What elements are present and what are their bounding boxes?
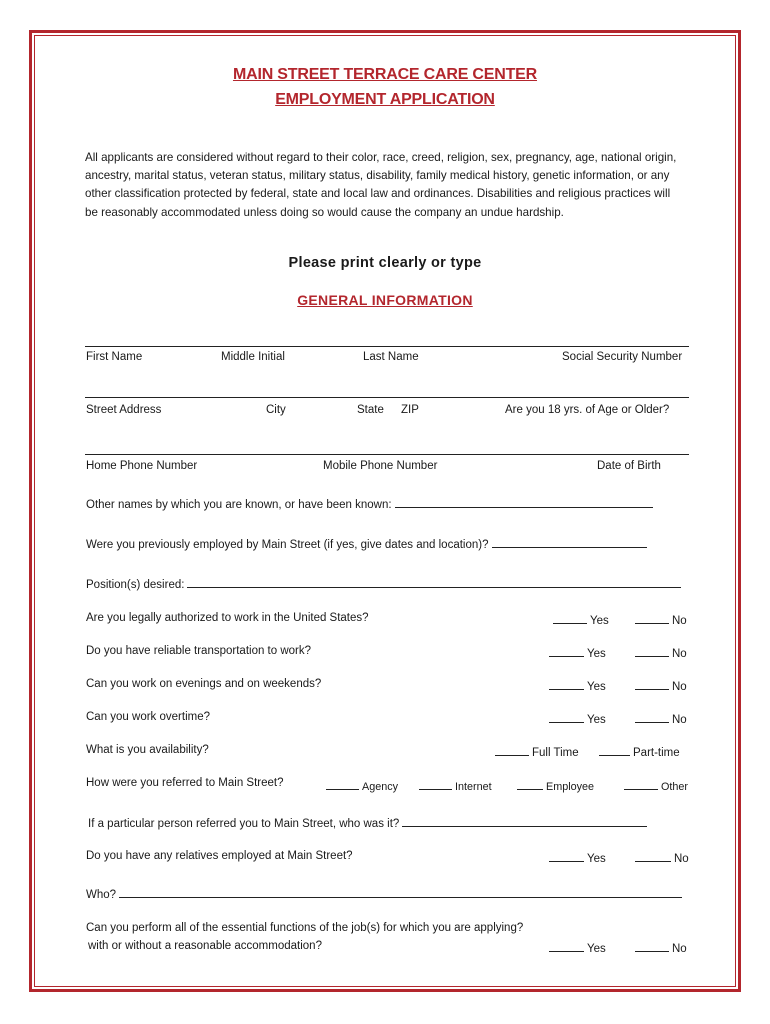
age-question-label: Are you 18 yrs. of Age or Older? bbox=[505, 404, 670, 416]
form-title: EMPLOYMENT APPLICATION bbox=[275, 91, 495, 108]
part-time-blank[interactable] bbox=[599, 744, 630, 756]
yes-blank[interactable] bbox=[549, 940, 584, 952]
internet-blank[interactable] bbox=[419, 778, 452, 790]
eeo-disclaimer: All applicants are considered without regard to their color, race, creed, religion, sex, pregnancy, age, national origin, ancestry, marital status, veteran status, military status, disability, family medical history, genetic information, or any other classification protected by federal, state and local law and ordinances. Disabilities and religious practices will be reasonably accommodated unless doing so would cause the company an undue hardship. bbox=[85, 151, 677, 219]
transportation-question: Do you have reliable transportation to work? bbox=[86, 645, 312, 657]
positions-desired-input[interactable] bbox=[187, 576, 681, 588]
positions-desired-question bbox=[86, 576, 681, 591]
previously-employed-input[interactable] bbox=[492, 536, 647, 548]
yes-blank[interactable] bbox=[549, 645, 584, 657]
essential-functions-question-line2: with or without a reasonable accommodation? bbox=[88, 940, 322, 952]
evenings-weekends-question: Can you work on evenings and on weekends? bbox=[86, 678, 322, 690]
print-instruction: Please print clearly or type bbox=[288, 255, 482, 271]
availability-part-time-option[interactable]: Part-time bbox=[599, 744, 680, 759]
agency-blank[interactable] bbox=[326, 778, 359, 790]
other-blank[interactable] bbox=[624, 778, 658, 790]
referred-internet-option[interactable]: Internet bbox=[419, 778, 492, 793]
referred-person-input[interactable] bbox=[402, 815, 647, 827]
referred-person-label: If a particular person referred you to Main Street, who was it? bbox=[88, 818, 400, 830]
last-name-label: Last Name bbox=[363, 351, 419, 363]
referred-question: How were you referred to Main Street? bbox=[86, 777, 284, 789]
essential-functions-question-line1: Can you perform all of the essential functions of the job(s) for which you are applying? bbox=[86, 922, 524, 934]
other-names-question bbox=[86, 496, 653, 511]
positions-desired-label: Position(s) desired: bbox=[86, 579, 185, 591]
overtime-question: Can you work overtime? bbox=[86, 711, 210, 723]
relatives-no-option[interactable]: No bbox=[635, 850, 689, 865]
first-name-label: First Name bbox=[86, 351, 143, 363]
who-question bbox=[86, 886, 682, 901]
evenings-weekends-yes-option[interactable]: Yes bbox=[549, 678, 606, 693]
relatives-yes-option[interactable]: Yes bbox=[549, 850, 606, 865]
no-blank[interactable] bbox=[635, 711, 669, 723]
yes-blank[interactable] bbox=[549, 678, 584, 690]
ssn-label: Social Security Number bbox=[562, 351, 683, 363]
essential-functions-yes-option[interactable]: Yes bbox=[549, 940, 606, 955]
date-of-birth-label: Date of Birth bbox=[597, 460, 661, 472]
other-names-input[interactable] bbox=[395, 496, 653, 508]
zip-label: ZIP bbox=[401, 404, 419, 416]
no-blank[interactable] bbox=[635, 645, 669, 657]
no-blank[interactable] bbox=[635, 678, 669, 690]
evenings-weekends-no-option[interactable]: No bbox=[635, 678, 687, 693]
relatives-question: Do you have any relatives employed at Main Street? bbox=[86, 850, 353, 862]
yes-blank[interactable] bbox=[549, 850, 584, 862]
previously-employed-label: Were you previously employed by Main Street (if yes, give dates and location)? bbox=[86, 539, 489, 551]
no-blank[interactable] bbox=[635, 940, 669, 952]
address-entry-line[interactable] bbox=[85, 397, 689, 398]
referred-person-question bbox=[88, 815, 647, 830]
phone-entry-line[interactable] bbox=[85, 454, 689, 455]
essential-functions-no-option[interactable]: No bbox=[635, 940, 687, 955]
legally-authorized-yes-option[interactable]: Yes bbox=[553, 612, 609, 627]
transportation-yes-option[interactable]: Yes bbox=[549, 645, 606, 660]
legally-authorized-question: Are you legally authorized to work in the United States? bbox=[86, 612, 369, 624]
transportation-no-option[interactable]: No bbox=[635, 645, 687, 660]
middle-initial-label: Middle Initial bbox=[221, 351, 285, 363]
overtime-no-option[interactable]: No bbox=[635, 711, 687, 726]
availability-question: What is you availability? bbox=[86, 744, 209, 756]
city-label: City bbox=[266, 404, 286, 416]
legally-authorized-no-option[interactable]: No bbox=[635, 612, 687, 627]
home-phone-label: Home Phone Number bbox=[86, 460, 198, 472]
full-time-blank[interactable] bbox=[495, 744, 529, 756]
employee-blank[interactable] bbox=[517, 778, 543, 790]
referred-employee-option[interactable]: Employee bbox=[517, 778, 594, 793]
yes-blank[interactable] bbox=[553, 612, 587, 624]
no-blank[interactable] bbox=[635, 612, 669, 624]
name-entry-line[interactable] bbox=[85, 346, 689, 347]
overtime-yes-option[interactable]: Yes bbox=[549, 711, 606, 726]
no-blank[interactable] bbox=[635, 850, 671, 862]
mobile-phone-label: Mobile Phone Number bbox=[323, 460, 438, 472]
previously-employed-question bbox=[86, 536, 647, 551]
state-label: State bbox=[357, 404, 384, 416]
who-input[interactable] bbox=[119, 886, 682, 898]
section-title-general-information: GENERAL INFORMATION bbox=[297, 292, 473, 308]
other-names-label: Other names by which you are known, or have been known: bbox=[86, 499, 392, 511]
yes-blank[interactable] bbox=[549, 711, 584, 723]
referred-agency-option[interactable]: Agency bbox=[326, 778, 398, 793]
referred-other-option[interactable]: Other bbox=[624, 778, 688, 793]
who-label: Who? bbox=[86, 889, 117, 901]
availability-full-time-option[interactable]: Full Time bbox=[495, 744, 579, 759]
street-address-label: Street Address bbox=[86, 404, 162, 416]
company-title: MAIN STREET TERRACE CARE CENTER bbox=[232, 66, 538, 83]
